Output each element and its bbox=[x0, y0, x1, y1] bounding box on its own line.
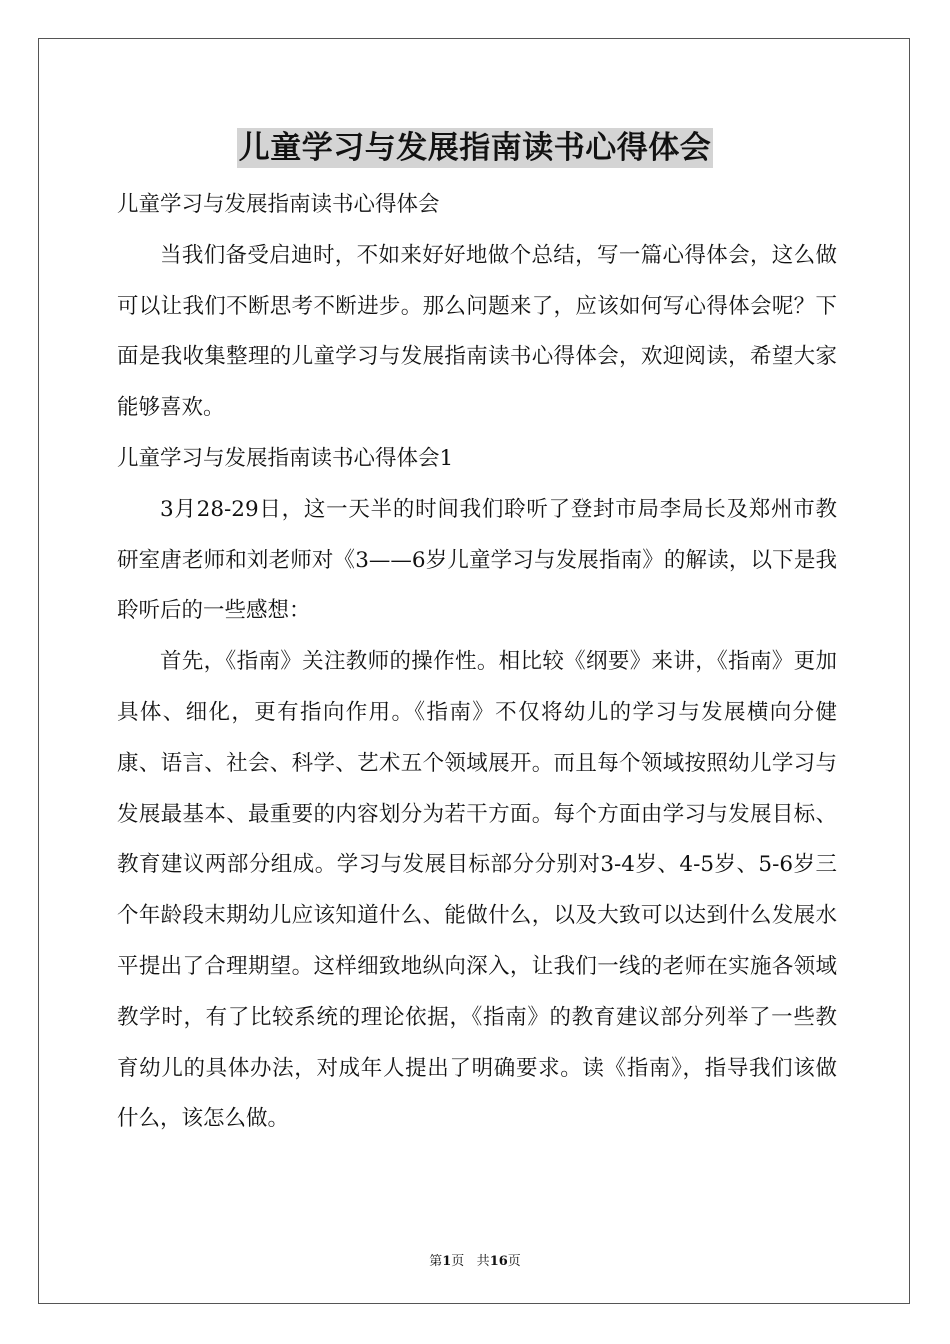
body-paragraph: 3月28-29日，这一天半的时间我们聆听了登封市局李局长及郑州市教研室唐老师和刘老师对《3——6岁儿童学习与发展指南》的解读，以下是我聆听后的一些感想： bbox=[117, 496, 837, 624]
subtitle-paragraph: 儿童学习与发展指南读书心得体会 bbox=[117, 192, 440, 217]
page-number: 1 bbox=[442, 1254, 452, 1269]
document-body bbox=[117, 180, 837, 1145]
page-footer bbox=[0, 1250, 950, 1269]
total-label-suffix: 页 bbox=[507, 1254, 521, 1269]
document-title: 儿童学习与发展指南读书心得体会 bbox=[238, 130, 712, 166]
page-label-suffix: 页 bbox=[451, 1254, 465, 1269]
total-label-prefix: 共 bbox=[476, 1254, 490, 1269]
section-heading: 儿童学习与发展指南读书心得体会1 bbox=[117, 445, 454, 471]
intro-paragraph: 当我们备受启迪时，不如来好好地做个总结，写一篇心得体会，这么做可以让我们不断思考不断进步。那么问题来了，应该如何写心得体会呢？下面是我收集整理的儿童学习与发展指南读书心得体会，欢迎阅读，希望大家能够喜欢。 bbox=[117, 242, 837, 421]
title-container bbox=[0, 128, 950, 168]
total-pages: 16 bbox=[489, 1254, 508, 1269]
body-paragraph: 首先，《指南》关注教师的操作性。相比较《纲要》来讲，《指南》更加具体、细化，更有指向作用。《指南》不仅将幼儿的学习与发展横向分健康、语言、社会、科学、艺术五个领域展开。而且每个领域按照幼儿学习与发展最基本、最重要的内容划分为若干方面。每个方面由学习与发展目标、教育建议两部分组成。学习与发展目标部分分别对3-4岁、4-5岁、5-6岁三个年龄段末期幼儿应该知道什么、能做什么，以及大致可以达到什么发展水平提出了合理期望。这样细致地纵向深入，让我们一线的老师在实施各领域教学时，有了比较系统的理论依据，《指南》的教育建议部分列举了一些教育幼儿的具体办法，对成年人提出了明确要求。读《指南》，指导我们该做什么，该怎么做。 bbox=[117, 649, 837, 1132]
page-label-prefix: 第 bbox=[429, 1254, 443, 1269]
